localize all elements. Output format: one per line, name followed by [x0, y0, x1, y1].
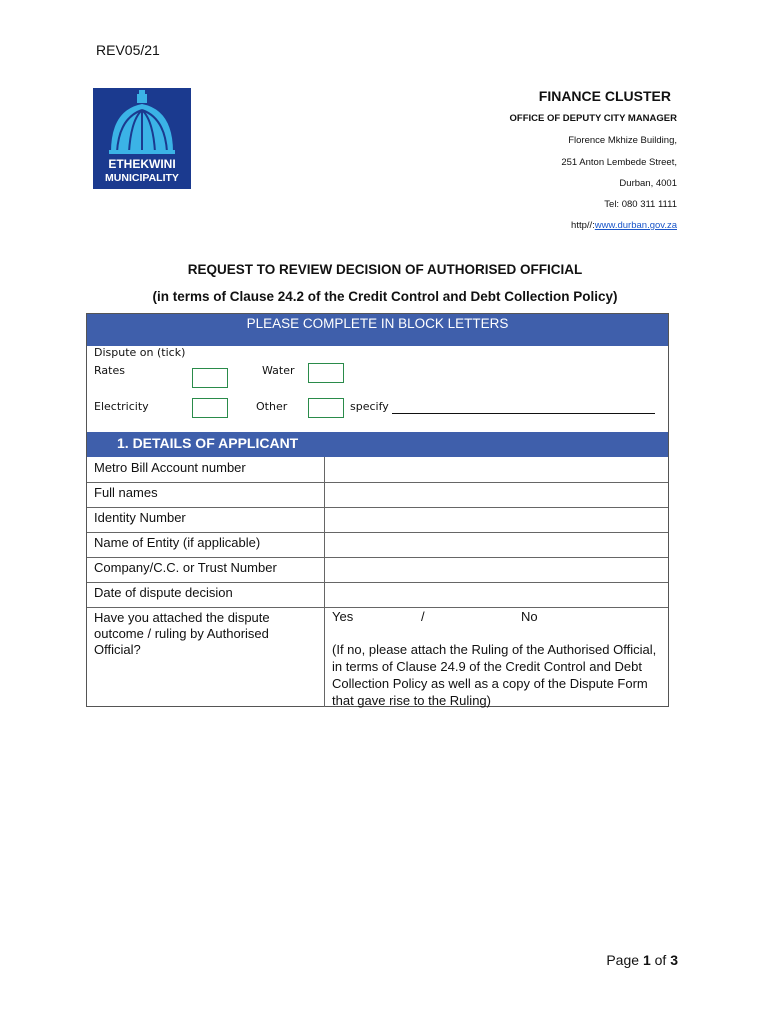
- dispute-date-field[interactable]: [325, 583, 667, 606]
- page-of: of: [650, 952, 671, 968]
- metro-bill-account-field[interactable]: [325, 458, 667, 481]
- revision-code: REV05/21: [96, 42, 160, 58]
- website-link[interactable]: www.durban.gov.za: [594, 220, 677, 231]
- page-total: 3: [670, 952, 678, 968]
- form-subtitle: (in terms of Clause 24.2 of the Credit Control and Debt Collection Policy): [152, 289, 618, 304]
- yes-option[interactable]: Yes: [332, 609, 354, 624]
- ethekwini-municipality-logo: [93, 88, 191, 189]
- specify-input-line[interactable]: [392, 412, 655, 414]
- electricity-label: Electricity: [94, 400, 149, 413]
- company-number-field[interactable]: [325, 558, 667, 581]
- telephone: Tel: 080 311 1111: [604, 199, 677, 210]
- attach-ruling-note: (If no, please attach the Ruling of the Authorised Official, in terms of Clause 24.9 of the Credit Control and Debt Collection Policy as well as a copy of the Dispute Form that gave rise to the Ruling): [332, 642, 657, 708]
- label-dispute-date: Date of dispute decision: [94, 585, 233, 600]
- yes-no-separator: /: [421, 609, 425, 624]
- rates-label: Rates: [94, 364, 125, 377]
- website: [571, 220, 677, 231]
- rates-checkbox[interactable]: [192, 368, 228, 388]
- label-company-number: Company/C.C. or Trust Number: [94, 560, 277, 575]
- form-title: REQUEST TO REVIEW DECISION OF AUTHORISED OFFICIAL: [187, 262, 583, 277]
- logo-line2: MUNICIPALITY: [105, 172, 179, 184]
- finance-cluster-heading: FINANCE CLUSTER: [538, 88, 671, 104]
- page-current: 1: [642, 952, 651, 968]
- section1-title: 1. DETAILS OF APPLICANT: [117, 435, 299, 451]
- block-letters-banner: PLEASE COMPLETE IN BLOCK LETTERS: [87, 314, 668, 346]
- address-street: 251 Anton Lembede Street,: [561, 157, 677, 168]
- address-building: Florence Mkhize Building,: [568, 135, 677, 146]
- address-city: Durban, 4001: [619, 178, 677, 189]
- logo-line1: ETHEKWINI: [108, 157, 176, 171]
- full-names-field[interactable]: [325, 483, 667, 506]
- label-metro-bill-account: Metro Bill Account number: [94, 460, 246, 475]
- electricity-checkbox[interactable]: [192, 398, 228, 418]
- dispute-heading: Dispute on (tick): [94, 346, 186, 359]
- entity-name-field[interactable]: [325, 533, 667, 556]
- row-divider: [87, 607, 668, 608]
- other-label: Other: [256, 400, 288, 413]
- page-prefix: Page: [606, 952, 643, 968]
- website-prefix: http//:: [571, 220, 595, 231]
- specify-label: specify: [350, 400, 389, 413]
- other-checkbox[interactable]: [308, 398, 344, 418]
- no-option[interactable]: No: [521, 609, 538, 624]
- identity-number-field[interactable]: [325, 508, 667, 531]
- label-entity-name: Name of Entity (if applicable): [94, 535, 261, 550]
- dome-icon: [93, 88, 191, 189]
- label-attached-ruling: Have you attached the dispute outcome / ruling by Authorised Official?: [94, 610, 270, 657]
- label-full-names: Full names: [94, 485, 158, 500]
- water-checkbox[interactable]: [308, 363, 344, 383]
- office-heading: OFFICE OF DEPUTY CITY MANAGER: [509, 113, 677, 124]
- section1-header: [87, 432, 668, 457]
- water-label: Water: [262, 364, 295, 377]
- page-number: [606, 952, 678, 968]
- label-identity-number: Identity Number: [94, 510, 186, 525]
